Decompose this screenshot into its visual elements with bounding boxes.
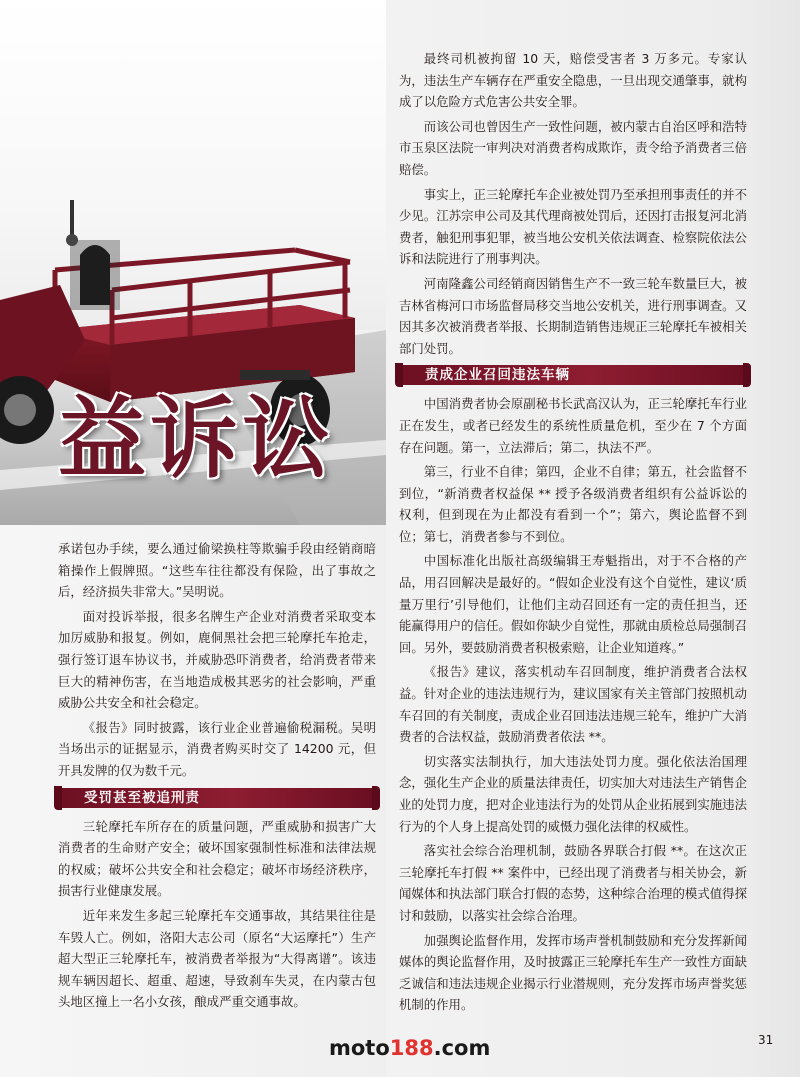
paragraph: 切实落实法制执行，加大违法处罚力度。强化依法治国理念，强化生产企业的质量法律责任，切实加大对违法生产销售企业的处罚力度，把对企业违法行为的处罚从企业拓展到实施违法行为的个人身上提高处罚的威慑力强化法律的权威性。 [399, 753, 747, 834]
hero-image [0, 0, 386, 525]
paragraph: 面对投诉举报，很多名牌生产企业对消费者采取变本加厉威胁和报复。例如，鹿侗黑社会把三轮摩托车抢走，强行签订退车协议书，并威胁恐吓消费者，给消费者带来巨大的精神伤害，在当地造成极其恶劣的社会影响，严重威胁公共安全和社会稳定。 [58, 608, 376, 711]
right-column [399, 48, 747, 1019]
heading-cap-left [395, 363, 403, 387]
paragraph: 近年来发生多起三轮摩托车交通事故，其结果往往是车毁人亡。例如，洛阳大志公司（原名“大运摩托”）生产超大型正三轮摩托车，被消费者举报为“大得离谱”。该违规车辆因超长、超重、超速，导致刹车失灵，在内蒙古包头地区撞上一名小女孩，酿成严重交通事故。 [58, 907, 376, 1010]
paragraph: 《报告》同时披露，该行业企业普遍偷税漏税。吴明当场出示的证据显示，消费者购买时交了 14200 元，但开具发牌的仅为数千元。 [58, 719, 376, 778]
section-heading [58, 786, 376, 810]
watermark-suffix: .com [433, 1036, 491, 1060]
paragraph: 第三，行业不自律；第四，企业不自律；第五，社会监督不到位，“新消费者权益保 ** 授予各级消费者组织有公益诉讼的权利，但到现在为止都没有看到一个”；第六，舆论监督不到位；第七，消费者参与不到位。 [399, 464, 747, 544]
paragraph: 最终司机被拘留 10 天，赔偿受害者 3 万多元。专家认为，违法生产车辆存在严重安全隐患，一旦出现交通肇事，就构成了以危险方式危害公共安全罪。 [399, 51, 747, 110]
paragraph: 中国标准化出版社高级编辑王寿魁指出，对于不合格的产品，用召回解决是最好的。“假如企业没有这个自觉性，建议‘质量万里行’引导他们，让他们主动召回还有一定的责任担当，还能赢得用户的信任。假如你缺少自觉性，那就由质检总局强制召回。另外，要鼓励消费者积极索赔，让企业知道疼。” [399, 553, 747, 655]
hero-title: 益诉讼 [58, 387, 335, 490]
paragraph: 承诺包办手续，要么通过偷梁换柱等欺骗手段由经销商暗箱操作上假牌照。“这些车往往都没有保险，出了事故之后，经济损失非常大。”吴明说。 [58, 541, 376, 600]
left-column [58, 538, 376, 1016]
paragraph: 加强舆论监督作用，发挥市场声誉机制鼓励和充分发挥新闻媒体的舆论监督作用，及时披露正三轮摩托车生产一致性方面缺乏诚信和违法违规企业揭示行业潜规则，充分发挥市场声誉奖惩机制的作用。 [399, 932, 747, 1013]
heading-cap-right [743, 363, 751, 387]
heading-cap-left [54, 786, 62, 810]
paragraph: 落实社会综合治理机制，鼓励各界联合打假 **。在这次正三轮摩托车打假 ** 案件中，已经出现了消费者与相关协会，新闻媒体和执法部门联合打假的态势，这种综合治理的模式值得探讨和鼓励，以落实社会综合治理。 [399, 843, 747, 923]
heading-text: 责成企业召回违法车辆 [425, 367, 570, 384]
paragraph: 中国消费者协会原副秘书长武高汉认为，正三轮摩托车行业正在发生，或者已经发生的系统性质量危机，至少在 7 个方面存在问题。第一，立法滞后；第二，执法不严。 [399, 396, 747, 455]
page-number: 31 [758, 1033, 774, 1047]
heading-text: 受罚甚至被追刑责 [84, 789, 200, 806]
paragraph: 《报告》建议，落实机动车召回制度，维护消费者合法权益。针对企业的违法违规行为，建议国家有关主管部门按照机动车召回的有关制度，责成企业召回违法违规三轮车，维护广大消费者的合法权益，鼓励消费者依法 **。 [399, 664, 747, 745]
paragraph: 河南隆鑫公司经销商因销售生产不一致三轮车数量巨大，被吉林省梅河口市场监督局移交当地公安机关，进行刑事调查。又因其多次被消费者举报、长期制造销售违规正三轮摩托车被相关部门处罚。 [399, 275, 747, 356]
watermark-prefix: moto [329, 1036, 390, 1060]
paragraph: 事实上，正三轮摩托车企业被处罚乃至承担刑事责任的并不少见。江苏宗申公司及其代理商被处罚后，还因打击报复河北消费者，触犯刑事犯罪，被当地公安机关依法调查、检察院依法公诉和法院进行了刑事判决。 [399, 186, 747, 267]
paragraph: 三轮摩托车所存在的质量问题，严重威胁和损害广大消费者的生命财产安全；破坏国家强制性标准和法律法规的权威；破坏公共安全和社会稳定；破坏市场经济秩序，损害行业健康发展。 [58, 818, 376, 899]
heading-cap-right [372, 786, 380, 810]
watermark-number: 188 [389, 1036, 434, 1060]
site-watermark [329, 1036, 490, 1060]
section-heading [399, 363, 747, 387]
paragraph: 而该公司也曾因生产一致性问题，被内蒙古自治区呼和浩特市玉泉区法院一审判决对消费者构成欺诈，责令给予消费者三倍赔偿。 [399, 118, 747, 177]
